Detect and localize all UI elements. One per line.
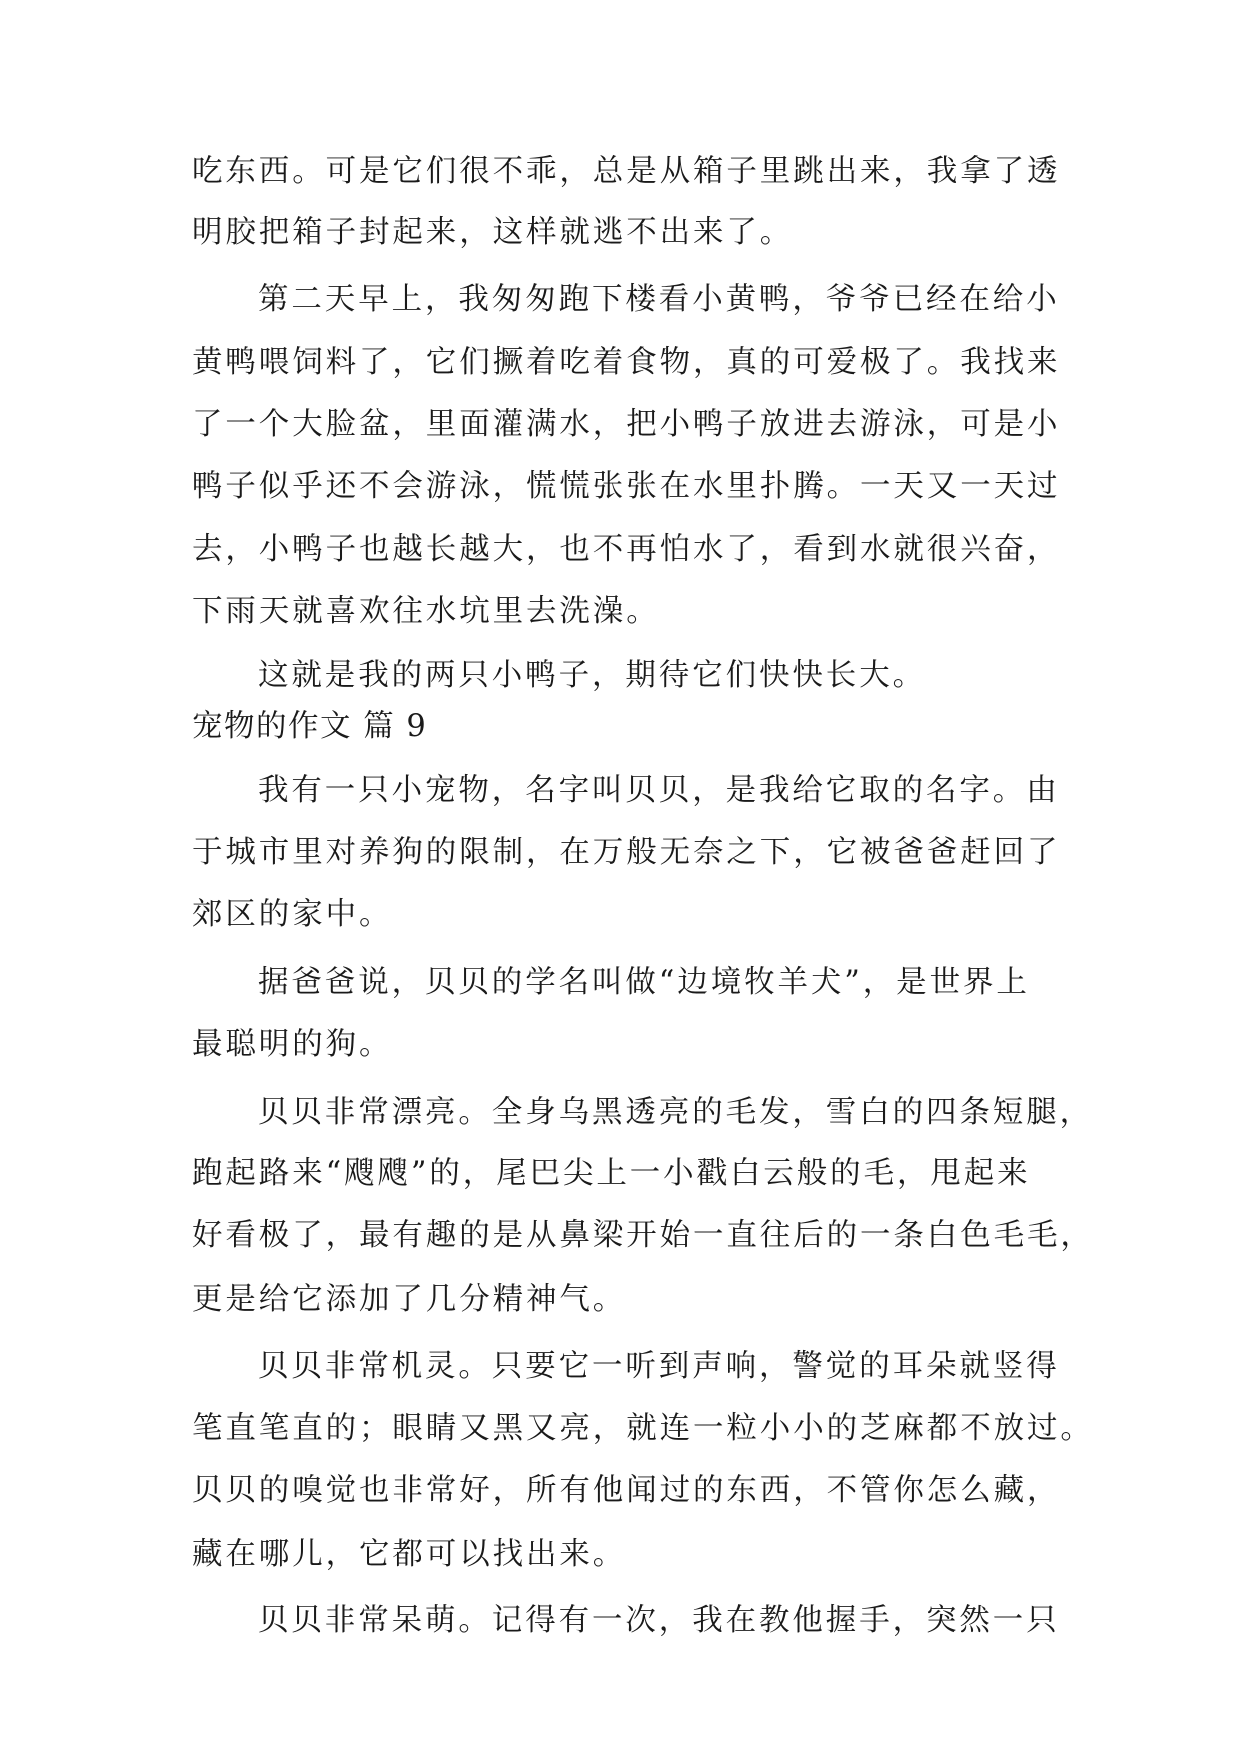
paragraph-line: 明胶把箱子封起来，这样就逃不出来了。 [192, 215, 794, 250]
paragraph-line: 了一个大脸盆，里面灌满水，把小鸭子放进去游泳，可是小 [192, 407, 1061, 442]
paragraph-line: 藏在哪儿，它都可以找出来。 [192, 1537, 627, 1572]
paragraph-line: 黄鸭喂饲料了，它们撅着吃着食物，真的可爱极了。我找来 [192, 345, 1061, 380]
paragraph-line: 最聪明的狗。 [192, 1027, 393, 1062]
paragraph-line: 更是给它添加了几分精神气。 [192, 1282, 627, 1317]
paragraph-line: 下雨天就喜欢往水坑里去洗澡。 [192, 594, 660, 629]
paragraph-line: 我有一只小宠物，名字叫贝贝，是我给它取的名字。由 [258, 773, 1060, 808]
paragraph-line: 跑起路来“飕飕”的，尾巴尖上一小戳白云般的毛，甩起来 [192, 1156, 1031, 1191]
section-heading: 宠物的作文 篇 9 [192, 709, 428, 744]
paragraph-line: 于城市里对养狗的限制，在万般无奈之下，它被爸爸赶回了 [192, 835, 1061, 870]
paragraph-line: 这就是我的两只小鸭子，期待它们快快长大。 [258, 658, 926, 693]
paragraph-line: 第二天早上，我匆匆跑下楼看小黄鸭，爷爷已经在给小 [258, 282, 1060, 317]
paragraph-line: 贝贝非常机灵。只要它一听到声响，警觉的耳朵就竖得 [258, 1349, 1060, 1384]
paragraph-line: 据爸爸说，贝贝的学名叫做“边境牧羊犬”，是世界上 [258, 965, 1030, 1000]
paragraph-line: 贝贝的嗅觉也非常好，所有他闻过的东西，不管你怎么藏， [192, 1473, 1061, 1508]
paragraph-line: 郊区的家中。 [192, 897, 393, 932]
paragraph-line: 笔直笔直的；眼睛又黑又亮，就连一粒小小的芝麻都不放过。 [192, 1411, 1094, 1446]
paragraph-line: 好看极了，最有趣的是从鼻梁开始一直往后的一条白色毛毛， [192, 1218, 1094, 1253]
paragraph-line: 贝贝非常漂亮。全身乌黑透亮的毛发，雪白的四条短腿， [258, 1095, 1093, 1130]
paragraph-line: 去，小鸭子也越长越大，也不再怕水了，看到水就很兴奋， [192, 532, 1061, 567]
paragraph-line: 鸭子似乎还不会游泳，慌慌张张在水里扑腾。一天又一天过 [192, 469, 1061, 504]
paragraph-line: 吃东西。可是它们很不乖，总是从箱子里跳出来，我拿了透 [192, 154, 1061, 189]
paragraph-line: 贝贝非常呆萌。记得有一次，我在教他握手，突然一只 [258, 1603, 1060, 1638]
